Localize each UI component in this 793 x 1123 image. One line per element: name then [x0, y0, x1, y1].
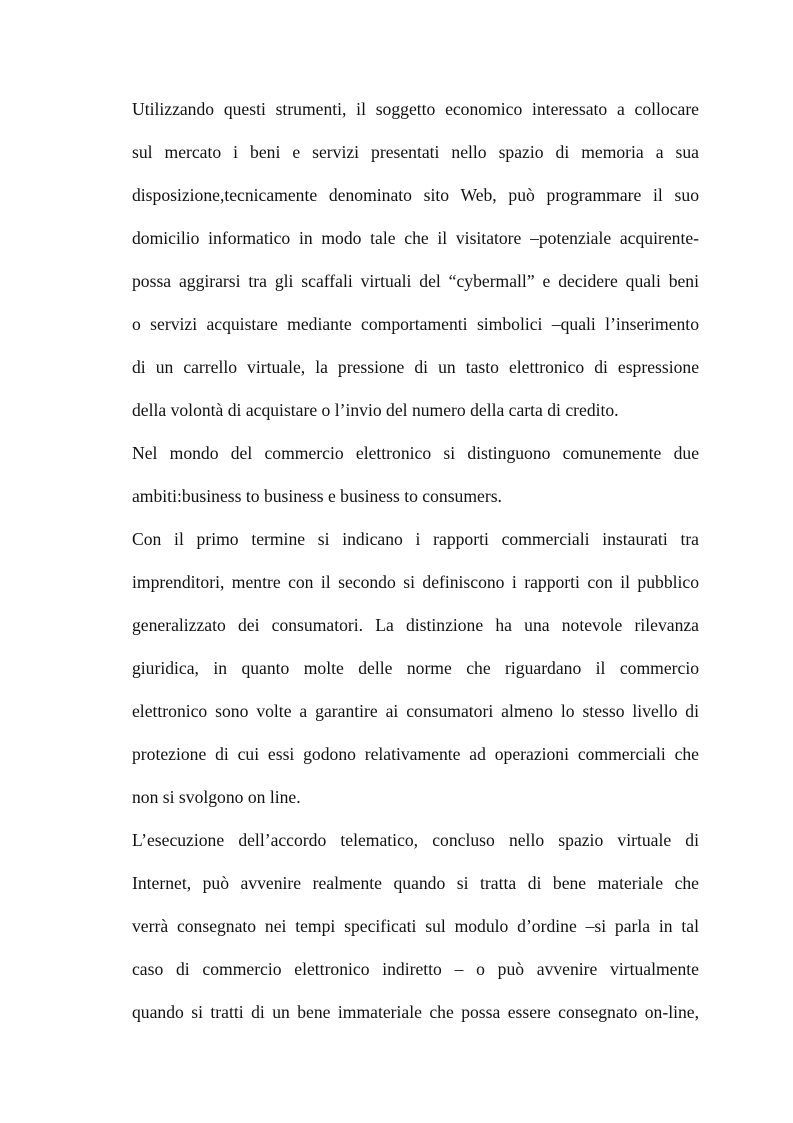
- text-line: disposizione,tecnicamente denominato sito Web, può programmare il suo: [132, 185, 699, 205]
- text-line: ambiti:business to business e business to consumers.: [132, 486, 502, 506]
- text-line: sul mercato i beni e servizi presentati nello spazio di memoria a sua: [132, 142, 699, 162]
- text-line: Utilizzando questi strumenti, il soggetto economico interessato a collocare: [132, 99, 699, 119]
- text-line: della volontà di acquistare o l’invio del numero della carta di credito.: [132, 400, 619, 420]
- text-line: domicilio informatico in modo tale che il visitatore –potenziale acquirente-: [132, 228, 699, 248]
- text-line: di un carrello virtuale, la pressione di un tasto elettronico di espressione: [132, 357, 699, 377]
- text-line: elettronico sono volte a garantire ai consumatori almeno lo stesso livello di: [132, 701, 699, 721]
- text-line: quando si tratti di un bene immateriale che possa essere consegnato on-line,: [132, 1002, 699, 1022]
- text-line: giuridica, in quanto molte delle norme che riguardano il commercio: [132, 658, 699, 678]
- text-line: caso di commercio elettronico indiretto – o può avvenire virtualmente: [132, 959, 699, 979]
- text-line: o servizi acquistare mediante comportamenti simbolici –quali l’inserimento: [132, 314, 699, 334]
- text-line: generalizzato dei consumatori. La distinzione ha una notevole rilevanza: [132, 615, 699, 635]
- text-line: L’esecuzione dell’accordo telematico, concluso nello spazio virtuale di: [132, 830, 699, 850]
- text-line: imprenditori, mentre con il secondo si definiscono i rapporti con il pubblico: [132, 572, 699, 592]
- text-line: Internet, può avvenire realmente quando si tratta di bene materiale che: [132, 873, 699, 893]
- text-line: protezione di cui essi godono relativamente ad operazioni commerciali che: [132, 744, 699, 764]
- text-line: verrà consegnato nei tempi specificati sul modulo d’ordine –si parla in tal: [132, 916, 699, 936]
- text-line: possa aggirarsi tra gli scaffali virtuali del “cybermall” e decidere quali beni: [132, 271, 699, 291]
- text-line: Con il primo termine si indicano i rapporti commerciali instaurati tra: [132, 529, 699, 549]
- text-line: Nel mondo del commercio elettronico si distinguono comunemente due: [132, 443, 699, 463]
- body-text: [132, 88, 699, 1034]
- text-line: non si svolgono on line.: [132, 787, 301, 807]
